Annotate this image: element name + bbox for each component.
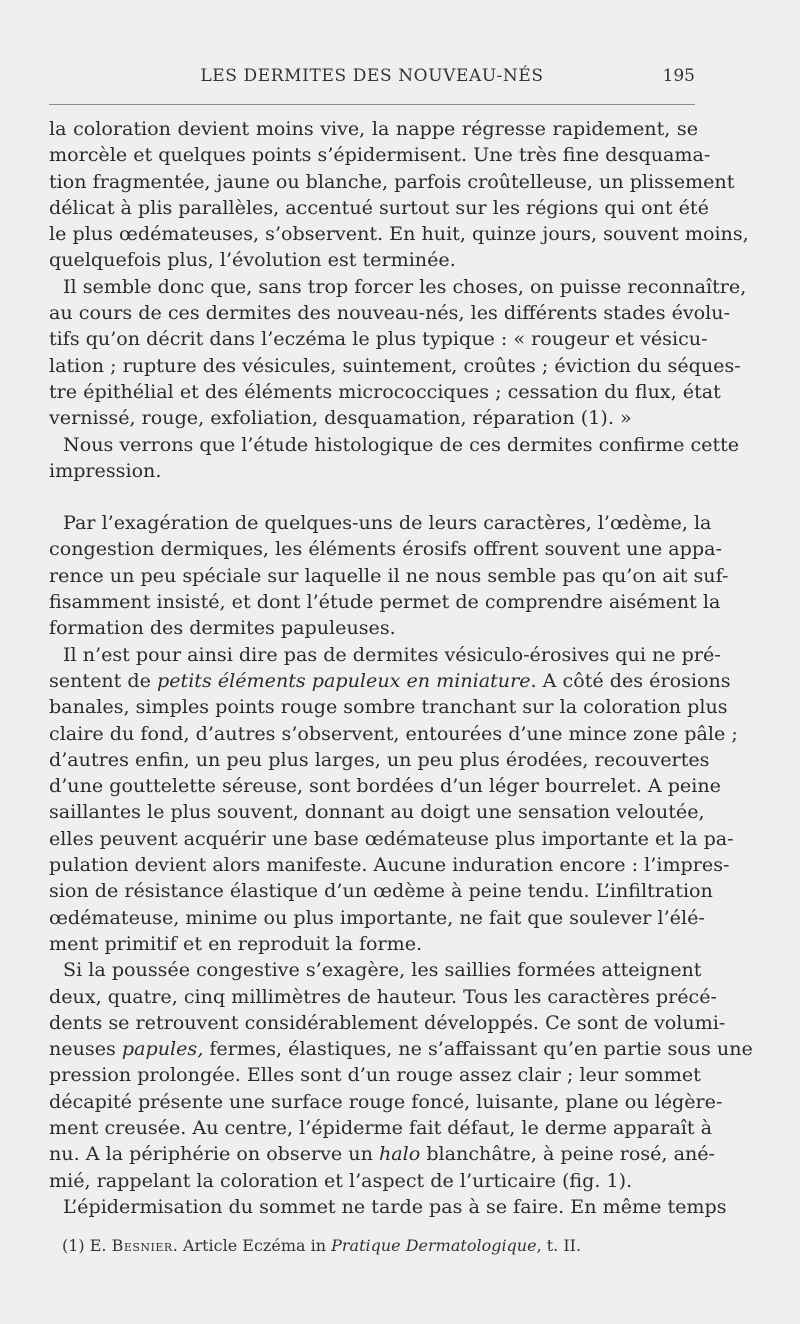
text-line: pulation devient alors manifeste. Aucune induration encore : l’impres- bbox=[49, 853, 730, 877]
header-rule bbox=[49, 104, 695, 105]
text-line: saillantes le plus souvent, donnant au doigt une sensation veloutée, bbox=[49, 800, 705, 824]
text-run: . A côté des érosions bbox=[530, 668, 731, 692]
text-line: œdémateuse, minime ou plus importante, ne fait que soulever l’élé- bbox=[49, 905, 705, 929]
text-line: d’une gouttelette séreuse, sont bordées d’un léger bourrelet. A peine bbox=[49, 774, 721, 798]
text-line: ment primitif et en reproduit la forme. bbox=[49, 931, 423, 955]
footnote-text: , t. II. bbox=[536, 1236, 582, 1255]
text-line: tifs qu’on décrit dans l’eczéma le plus typique : « rougeur et vésicu- bbox=[49, 327, 708, 351]
text-line: vernissé, rouge, exfoliation, desquamation, réparation (1). » bbox=[49, 406, 632, 430]
text-run: sentent de bbox=[49, 668, 157, 692]
text-line: Par l’exagération de quelques-uns de leurs caractères, l’œdème, la bbox=[63, 511, 712, 535]
text-line: Il semble donc que, sans trop forcer les choses, on puisse reconnaître, bbox=[63, 274, 747, 298]
text-line: dents se retrouvent considérablement développés. Ce sont de volumi- bbox=[49, 1010, 726, 1034]
text-line: elles peuvent acquérir une base œdémateuse plus importante et la pa- bbox=[49, 826, 734, 850]
italic-word: papules, bbox=[121, 1037, 204, 1061]
text-line bbox=[49, 1036, 753, 1062]
text-line: au cours de ces dermites des nouveau-nés, les différents stades évolu- bbox=[49, 301, 731, 325]
text-run: fermes, élastiques, ne s’affaissant qu’en partie sous une bbox=[203, 1037, 753, 1061]
section-gap bbox=[49, 484, 698, 510]
text-line: Il n’est pour ainsi dire pas de dermites vésiculo-érosives qui ne pré- bbox=[63, 642, 721, 666]
text-line: congestion dermiques, les éléments érosifs offrent souvent une appa- bbox=[49, 537, 722, 561]
text-line bbox=[49, 1141, 715, 1167]
text-line: Si la poussée congestive s’exagère, les saillies formées atteignent bbox=[63, 958, 702, 982]
running-title: LES DERMITES DES NOUVEAU-NÉS bbox=[200, 66, 544, 86]
body-text bbox=[49, 116, 753, 1220]
text-line: d’autres enfin, un peu plus larges, un peu plus érodées, recouvertes bbox=[49, 747, 710, 771]
text-line: deux, quatre, cinq millimètres de hauteur. Tous les caractères précé- bbox=[49, 984, 718, 1008]
text-run: blanchâtre, à peine rosé, ané- bbox=[420, 1142, 715, 1166]
footnote bbox=[62, 1236, 702, 1256]
page-number: 195 bbox=[662, 66, 695, 86]
text-line: décapité présente une surface rouge foncé, luisante, plane ou légère- bbox=[49, 1089, 723, 1113]
text-line: mié, rappelant la coloration et l’aspect de l’urticaire (fig. 1). bbox=[49, 1168, 633, 1192]
text-line: lation ; rupture des vésicules, suintement, croûtes ; éviction du séques- bbox=[49, 353, 741, 377]
text-line: rence un peu spéciale sur laquelle il ne nous semble pas qu’on ait suf- bbox=[49, 563, 729, 587]
text-line: tion fragmentée, jaune ou blanche, parfois croûtelleuse, un plissement bbox=[49, 169, 735, 193]
text-run: neuses bbox=[49, 1037, 122, 1061]
text-line: délicat à plis parallèles, accentué surtout sur les régions qui ont été bbox=[49, 195, 709, 219]
text-line: ment creusée. Au centre, l’épiderme fait défaut, le derme apparaît à bbox=[49, 1115, 712, 1139]
footnote-marker: (1) E. bbox=[62, 1236, 112, 1255]
text-run: nu. A la périphérie on observe un bbox=[49, 1142, 379, 1166]
text-line: formation des dermites papuleuses. bbox=[49, 616, 396, 640]
footnote-author: Besnier bbox=[111, 1236, 173, 1255]
text-line: L’épidermisation du sommet ne tarde pas à se faire. En même temps bbox=[63, 1194, 727, 1218]
text-line: fisamment insisté, et dont l’étude permet de comprendre aisément la bbox=[49, 590, 721, 614]
text-line: quelquefois plus, l’évolution est terminée. bbox=[49, 248, 456, 272]
footnote-work-title: Pratique Dermatologique bbox=[331, 1236, 537, 1255]
text-line: morcèle et quelques points s’épidermisent. Une très fine desquama- bbox=[49, 143, 711, 167]
italic-word: halo bbox=[378, 1142, 421, 1166]
text-line: sion de résistance élastique d’un œdème à peine tendu. L’infiltration bbox=[49, 879, 713, 903]
text-line: Nous verrons que l’étude histologique de ces dermites confirme cette bbox=[63, 432, 740, 456]
text-line: pression prolongée. Elles sont d’un rouge assez clair ; leur sommet bbox=[49, 1063, 701, 1087]
text-line bbox=[49, 668, 731, 694]
text-line: le plus œdémateuses, s’observent. En huit, quinze jours, souvent moins, bbox=[49, 222, 749, 246]
text-line: impression. bbox=[49, 458, 162, 482]
text-line: la coloration devient moins vive, la nappe régresse rapidement, se bbox=[49, 117, 698, 140]
running-head bbox=[49, 66, 695, 90]
footnote-text: . Article Eczéma in bbox=[172, 1236, 332, 1255]
text-line: banales, simples points rouge sombre tranchant sur la coloration plus bbox=[49, 695, 728, 719]
text-line: claire du fond, d’autres s’observent, entourées d’une mince zone pâle ; bbox=[49, 721, 738, 745]
text-line: tre épithélial et des éléments micrococciques ; cessation du flux, état bbox=[49, 379, 721, 403]
italic-phrase: petits éléments papuleux en miniature bbox=[157, 668, 531, 692]
